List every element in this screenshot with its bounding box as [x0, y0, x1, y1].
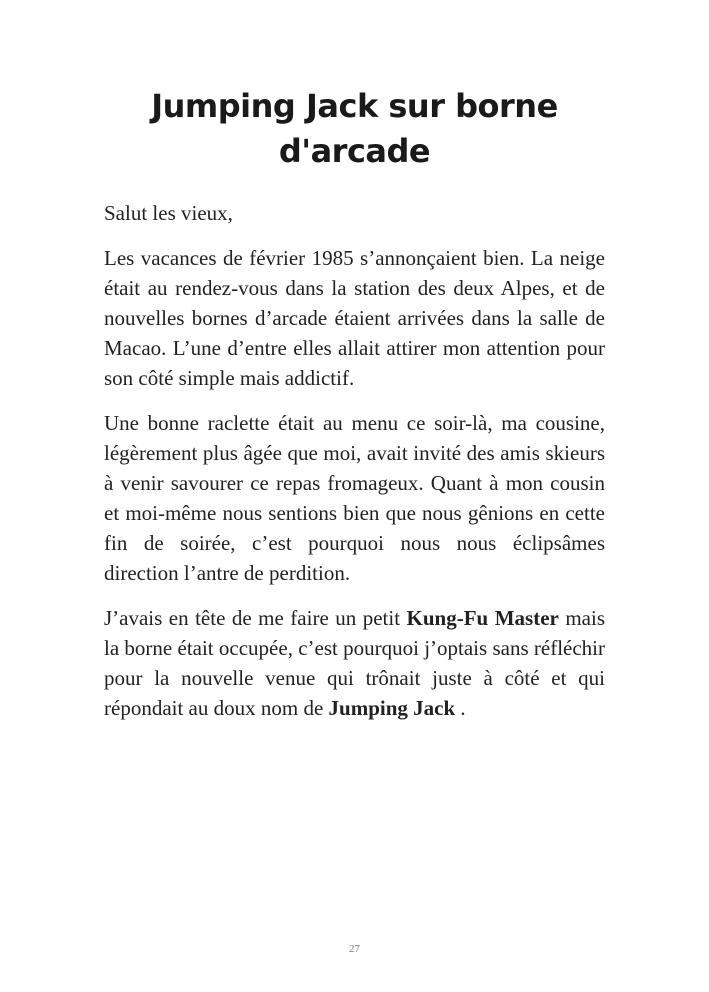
paragraph-borne-text-1: J’avais en tête de me faire un petit [104, 606, 407, 630]
game-name-jumping-jack: Jumping Jack [328, 696, 456, 720]
paragraph-borne [104, 603, 605, 723]
page-title-line-2: d'arcade [278, 132, 431, 170]
page-title-line-1: Jumping Jack sur borne [151, 87, 558, 125]
paragraph-borne-text-2: mais la borne était occupée, c’est pourquoi j’optais sans réfléchir pour la nouvelle venue qui trônait juste à côté et qui répondait au doux nom de [104, 606, 605, 720]
greeting-paragraph: Salut les vieux, [104, 201, 233, 225]
body-text [104, 198, 605, 738]
page-title [104, 84, 605, 174]
paragraph-raclette: Une bonne raclette était au menu ce soir-là, ma cousine, légèrement plus âgée que moi, avait invité des amis skieurs à venir savourer ce repas fromageux. Quant à mon cousin et moi-même nous sentions bien que nous gênions en cette fin de soirée, c’est pourquoi nous nous éclipsâmes direction l’antre de perdition. [104, 411, 605, 585]
paragraph-vacances: Les vacances de février 1985 s’annonçaient bien. La neige était au rendez-vous dans la station des deux Alpes, et de nouvelles bornes d’arcade étaient arrivées dans la salle de Macao. L’une d’entre elles allait attirer mon attention pour son côté simple mais addictif. [104, 246, 605, 390]
paragraph-borne-text-3: . [455, 696, 466, 720]
page-number: 27 [349, 943, 360, 955]
game-name-kung-fu-master: Kung-Fu Master [406, 606, 559, 630]
